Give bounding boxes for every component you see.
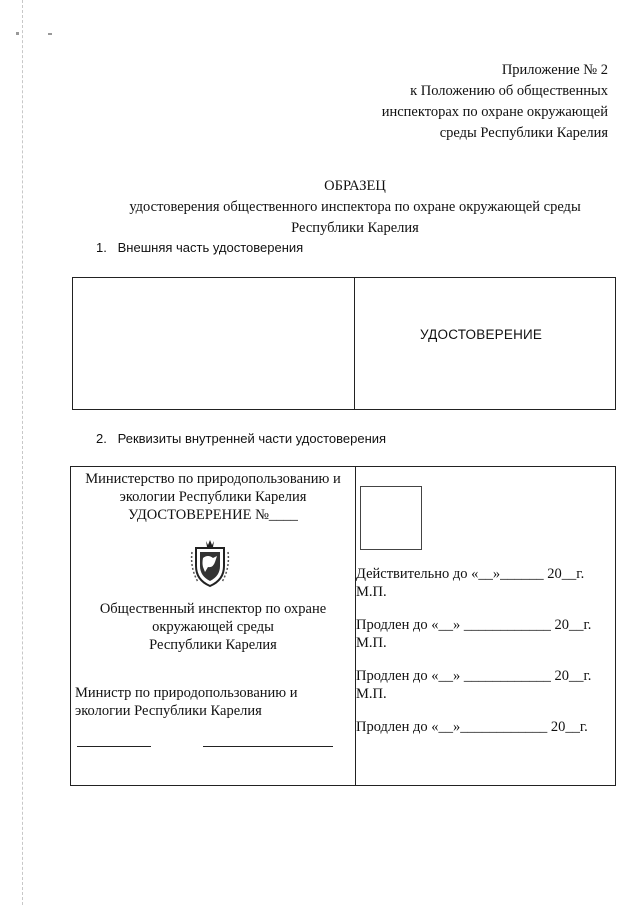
appendix-line-1: Приложение № 2 bbox=[501, 62, 608, 78]
section-2-number: 2. bbox=[96, 431, 107, 446]
role-line-1: Общественный инспектор по охране bbox=[99, 601, 327, 617]
minister-line-2: экологии Республики Карелия bbox=[75, 703, 262, 719]
role-line-2: окружающей среды bbox=[152, 619, 274, 635]
scan-edge-line bbox=[22, 0, 23, 905]
valid-until-line: Действительно до «__»______ 20__г. bbox=[356, 566, 585, 582]
extended-line-1: Продлен до «__» ____________ 20__г. bbox=[356, 617, 592, 633]
name-line bbox=[203, 746, 333, 747]
ministry-line-1: Министерство по природопользованию и bbox=[85, 471, 341, 487]
title-line-3: Республики Карелия bbox=[291, 220, 419, 236]
outer-cover-divider bbox=[354, 278, 355, 409]
scan-speck bbox=[16, 32, 19, 35]
inspector-role bbox=[72, 600, 354, 654]
section-1-label: Внешняя часть удостоверения bbox=[117, 240, 304, 255]
appendix-line-2: к Положению об общественных bbox=[410, 83, 608, 99]
minister-line-1: Министр по природопользованию и bbox=[75, 685, 298, 701]
stamp-label-3: М.П. bbox=[356, 686, 387, 702]
photo-placeholder bbox=[360, 486, 422, 550]
scan-speck bbox=[48, 33, 52, 35]
certificate-number: УДОСТОВЕРЕНИЕ №____ bbox=[128, 507, 298, 523]
signature-line bbox=[77, 746, 151, 747]
appendix-header bbox=[308, 60, 608, 144]
minister-title bbox=[75, 684, 355, 720]
section-1-number: 1. bbox=[96, 240, 107, 255]
document-title bbox=[75, 176, 635, 239]
appendix-line-3: инспекторах по охране окружающей bbox=[381, 104, 608, 120]
stamp-label-1: М.П. bbox=[356, 584, 387, 600]
extended-line-3: Продлен до «__»____________ 20__г. bbox=[356, 719, 588, 735]
title-line-2: удостоверения общественного инспектора по охране окружающей среды bbox=[129, 199, 581, 215]
outer-cover-title: УДОСТОВЕРЕНИЕ bbox=[420, 327, 543, 342]
appendix-line-4: среды Республики Карелия bbox=[439, 125, 608, 141]
section-1-heading bbox=[96, 240, 303, 255]
outer-cover-box bbox=[72, 277, 616, 410]
section-2-label: Реквизиты внутренней части удостоверения bbox=[117, 431, 387, 446]
title-word: ОБРАЗЕЦ bbox=[324, 178, 386, 194]
stamp-label-2: М.П. bbox=[356, 635, 387, 651]
ministry-line-2: экологии Республики Карелия bbox=[119, 489, 307, 505]
coat-of-arms-icon bbox=[188, 538, 232, 590]
section-2-heading bbox=[96, 431, 386, 446]
extended-line-2: Продлен до «__» ____________ 20__г. bbox=[356, 668, 592, 684]
role-line-3: Республики Карелия bbox=[149, 637, 277, 653]
ministry-name bbox=[72, 470, 354, 506]
